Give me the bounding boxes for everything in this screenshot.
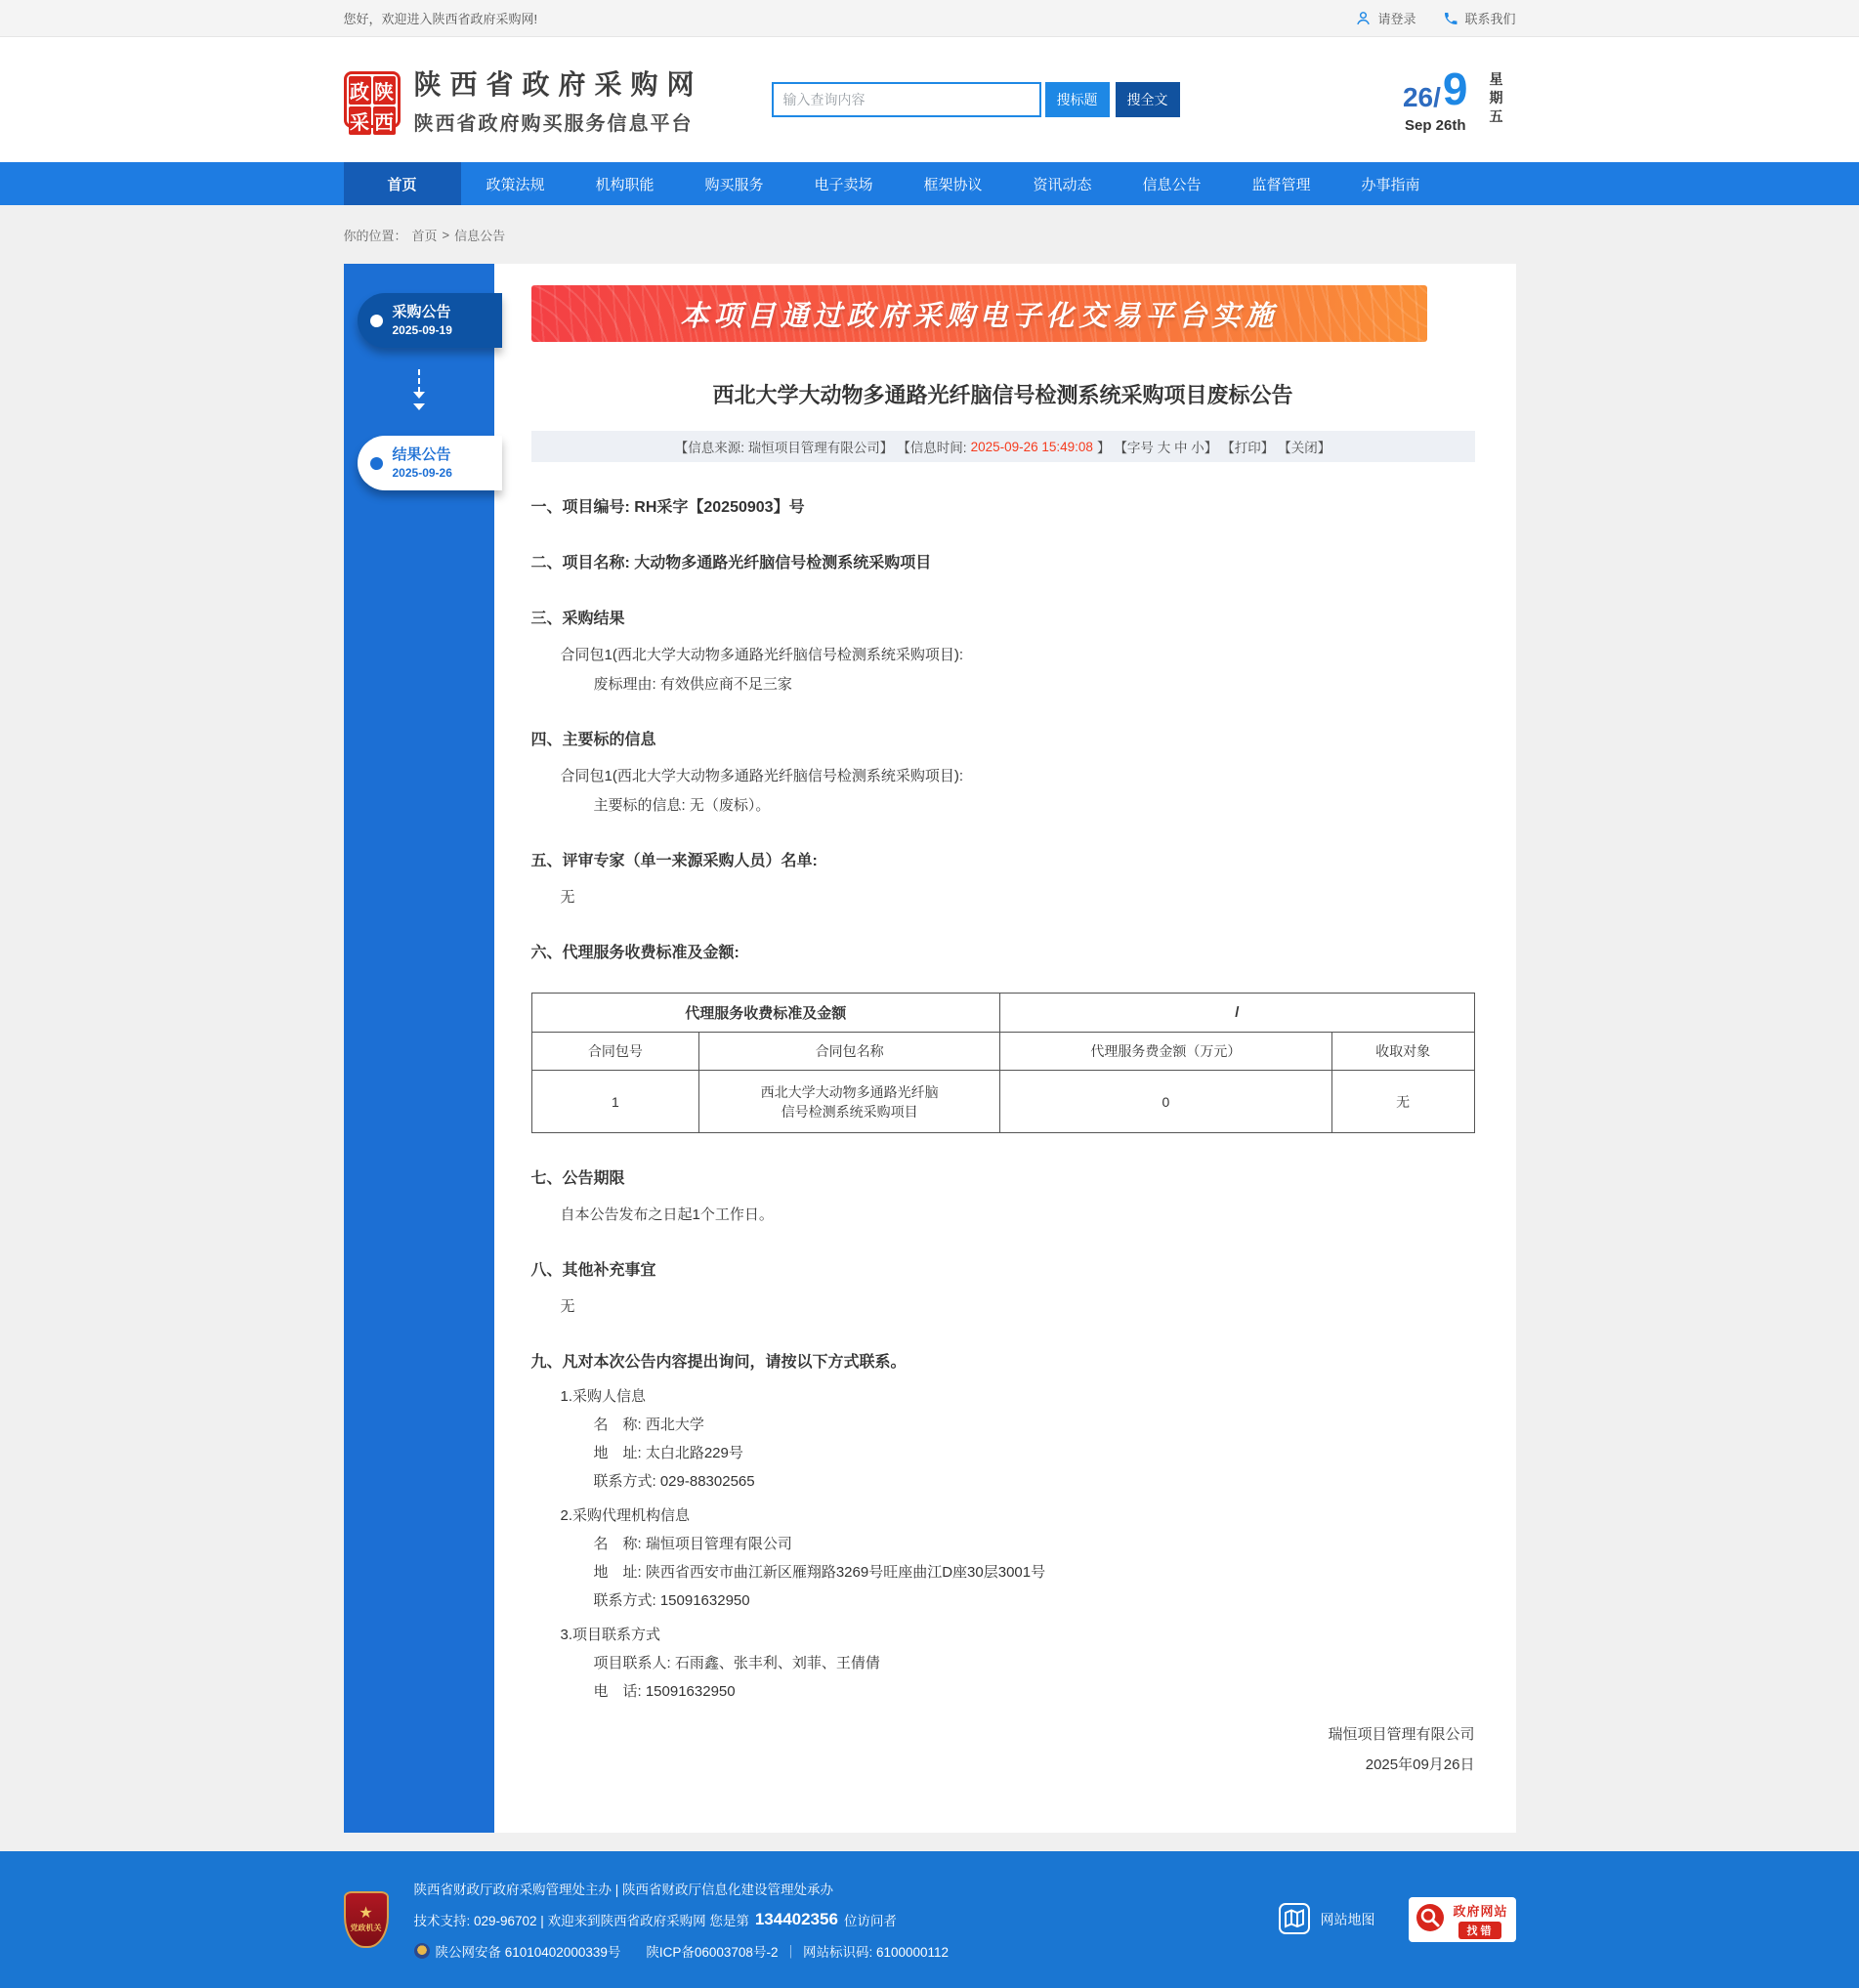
search-box [772,82,1180,117]
search-title-button[interactable]: 搜标题 [1045,82,1110,117]
error-report-badge[interactable]: 政府网站 找错 [1409,1897,1516,1942]
section-heading: 七、公告期限 [530,1170,625,1187]
announcement-article [494,264,1516,1833]
footer-record-line: 陕公网安备 61010402000339号 陕ICP备06003708号-2 ｜ 网站标识码: 6100000112 [414,1941,950,1961]
search-input[interactable] [772,82,1041,117]
section-line: 无 [560,1298,575,1315]
info-source: 【信息来源: 瑞恒项目管理有限公司】 [674,441,894,455]
breadcrumb: 你的位置： 首页 > 信息公告 [343,227,506,243]
site-footer [0,1851,1859,1988]
contact-line: 联系方式: 029-88302565 [593,1473,755,1490]
signature-company: 瑞恒项目管理有限公司 [1328,1726,1475,1743]
section-line: 主要标的信息: 无（废标）。 [593,797,771,814]
breadcrumb-home-link[interactable]: 首页 [411,228,438,243]
contact-line: 项目联系人: 石雨鑫、张丰利、刘菲、王倩倩 [593,1655,880,1671]
phone-icon [1443,11,1458,26]
magnifier-icon [1415,1903,1445,1937]
section-heading: 六、代理服务收费标准及金额: [530,945,739,961]
bullet-dot-icon [370,457,383,470]
police-record-link[interactable]: 陕公网安备 61010402000339号 [435,1945,621,1960]
icp-link[interactable]: 陕ICP备06003708号-2 [646,1945,779,1960]
nav-item-purchase-services[interactable]: 购买服务 [704,176,764,193]
site-logo [344,63,703,136]
site-header [0,37,1859,162]
nav-item-announcements[interactable]: 信息公告 [1142,176,1202,193]
logo-seal-icon: 政 陕 采 西 [344,71,401,128]
contact-group-title: 3.项目联系方式 [560,1627,661,1643]
contact-link[interactable]: 联系我们 [1443,9,1515,27]
nav-item-framework-agreement[interactable]: 框架协议 [923,176,983,193]
site-name: 陕西省政府采购网 [413,69,703,100]
sitemap-icon [1278,1902,1311,1938]
table-cell: 无 [1331,1071,1474,1133]
contact-line: 地 址: 太白北路229号 [593,1445,743,1461]
welcome-text: 您好，欢迎进入陕西省政府采购网! [343,12,538,26]
date-weekday: 星期五 [1489,70,1503,124]
section-line: 废标理由: 有效供应商不足三家 [593,676,792,693]
table-col-header: 合同包号 [531,1033,699,1071]
sitemap-link[interactable]: 网站地图 [1278,1902,1375,1938]
nav-item-news[interactable]: 资讯动态 [1033,176,1092,193]
flow-down-arrow-icon [344,369,494,416]
visitor-count: 134402356 [754,1910,838,1928]
table-col-header: 收取对象 [1331,1033,1474,1071]
table-col-header: 代理服务费金额（万元） [1000,1033,1332,1071]
login-link[interactable]: 请登录 [1355,9,1415,27]
date-month: 9 [1442,63,1468,114]
table-cell: 0 [1000,1071,1332,1133]
site-code: 网站标识码: 6100000112 [802,1945,950,1960]
user-icon [1355,10,1372,26]
footer-support-line: 技术支持: 029-96702 | 欢迎来到陕西省政府采购网 您是第 134402356 位访问者 [413,1910,897,1928]
footer-organizer-line: 陕西省财政厅政府采购管理处主办 | 陕西省财政厅信息化建设管理处承办 [413,1882,834,1897]
nav-item-supervision[interactable]: 监督管理 [1251,176,1311,193]
agency-fee-table [531,993,1475,1133]
sidebar-item-result-announcement[interactable]: 结果公告 2025-09-26 [358,436,502,490]
section-heading: 二、项目名称: 大动物多通路光纤脑信号检测系统采购项目 [530,555,932,571]
section-line: 合同包1(西北大学大动物多通路光纤脑信号检测系统采购项目): [560,647,964,663]
section-line: 自本公告发布之日起1个工作日。 [560,1206,774,1223]
signature-date: 2025年09月26日 [1365,1756,1475,1773]
date-english: Sep 26th [1404,116,1466,134]
contact-line: 联系方式: 15091632950 [593,1592,750,1609]
article-meta-bar: 【信息来源: 瑞恒项目管理有限公司】 【信息时间: 2025-09-26 15:49:08 】 【字号 大 中 小】 【打印】 【关闭】 [531,431,1475,462]
section-heading: 五、评审专家（单一来源采购人员）名单: [530,853,818,869]
breadcrumb-current[interactable]: 信息公告 [454,228,506,243]
bullet-dot-icon [370,315,383,327]
police-badge-icon [414,1943,430,1959]
table-merged-header: 代理服务收费标准及金额 [531,994,1000,1033]
section-line: 合同包1(西北大学大动物多通路光纤脑信号检测系统采购项目): [560,768,964,784]
main-nav [0,162,1859,205]
contact-line: 名 称: 瑞恒项目管理有限公司 [593,1536,792,1552]
search-fulltext-button[interactable]: 搜全文 [1116,82,1180,117]
topbar [0,0,1859,37]
table-row [531,1071,1474,1133]
section-heading: 八、其他补充事宜 [530,1262,656,1279]
table-col-header: 合同包名称 [699,1033,1000,1071]
page-title: 西北大学大动物多通路光纤脑信号检测系统采购项目废标公告 [712,383,1293,407]
table-merged-header: / [1000,994,1474,1033]
nav-item-guide[interactable]: 办事指南 [1361,176,1420,193]
table-cell: 西北大学大动物多通路光纤脑信号检测系统采购项目 [699,1071,1000,1133]
date-widget: 26 / 9 Sep 26th 星期五 [1403,66,1516,134]
contact-line: 地 址: 陕西省西安市曲江新区雁翔路3269号旺座曲江D座30层3001号 [593,1564,1046,1581]
close-button[interactable]: 【关闭】 [1278,441,1331,455]
table-cell: 1 [531,1071,699,1133]
print-button[interactable]: 【打印】 [1221,441,1275,455]
section-line: 无 [560,889,575,906]
contact-group-title: 2.采购代理机构信息 [560,1507,691,1524]
platform-banner: 本项目通过政府采购电子化交易平台实施 [531,285,1428,342]
section-heading: 一、项目编号: RH采字【20250903】号 [530,499,805,516]
sidebar-item-procurement-announcement[interactable]: 采购公告 2025-09-19 [358,293,502,348]
site-subtitle: 陕西省政府购买服务信息平台 [413,113,694,135]
nav-item-home[interactable]: 首页 [344,162,461,205]
contact-line: 名 称: 西北大学 [593,1417,704,1433]
date-day: 26 [1402,81,1434,112]
section-heading: 九、凡对本次公告内容提出询问，请按以下方式联系。 [530,1354,907,1371]
party-government-badge-icon: ★ 党政机关 [344,1891,389,1948]
section-heading: 三、采购结果 [530,611,625,627]
nav-item-functions[interactable]: 机构职能 [595,176,655,193]
info-time: 2025-09-26 15:49:08 [970,439,1093,454]
font-size-control[interactable]: 【字号 大 中 小】 [1114,441,1218,455]
announcement-sidebar [344,264,494,1833]
nav-item-emall[interactable]: 电子卖场 [814,176,873,193]
contact-group-title: 1.采购人信息 [560,1388,647,1405]
nav-item-policy[interactable]: 政策法规 [486,176,545,193]
section-heading: 四、主要标的信息 [530,732,656,748]
contact-line: 电 话: 15091632950 [593,1683,736,1700]
